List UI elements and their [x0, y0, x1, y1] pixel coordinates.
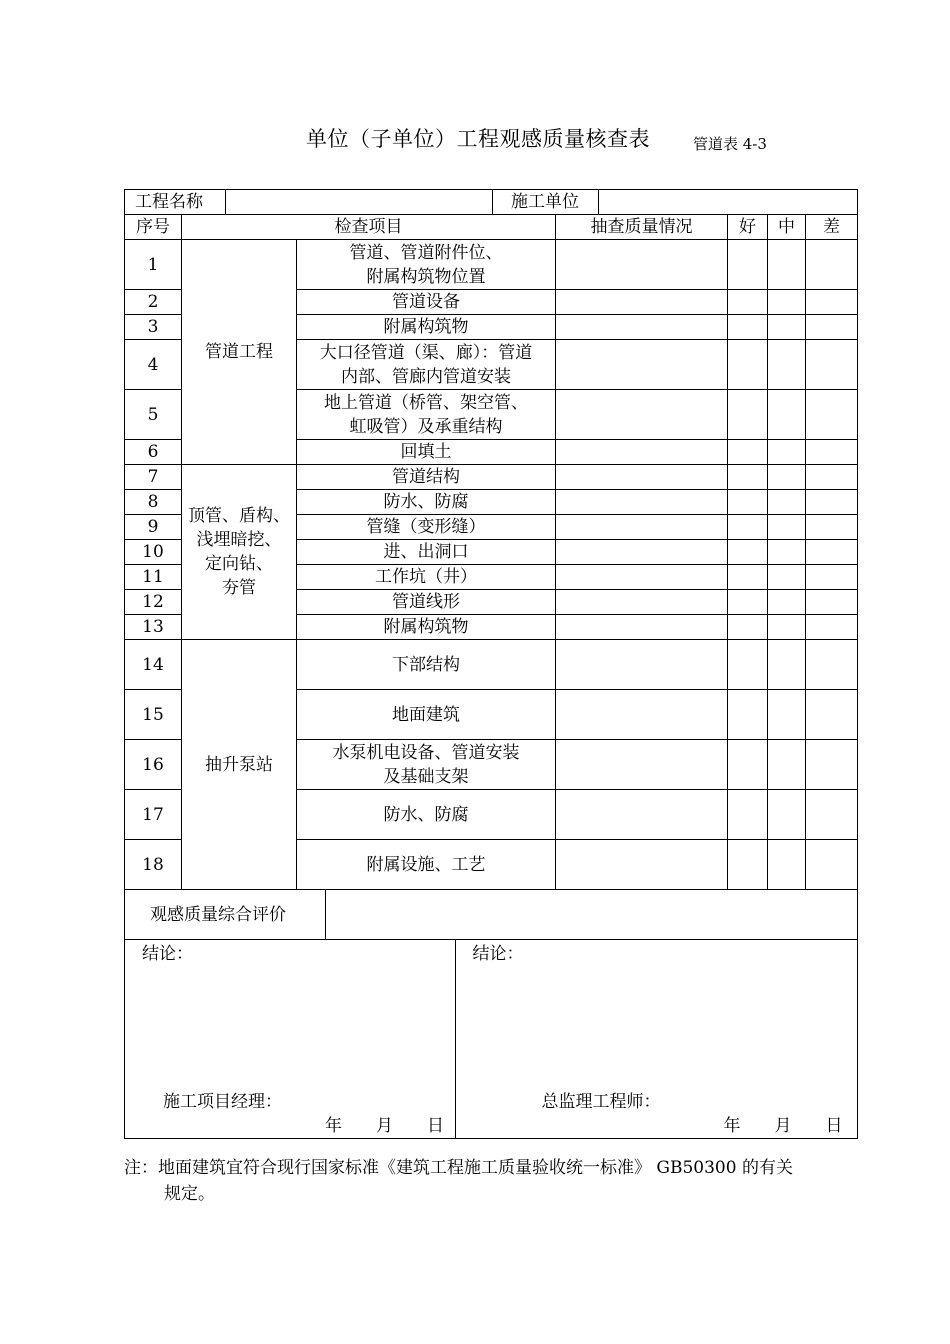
evaluation-field[interactable]	[325, 890, 857, 939]
row-number: 10	[125, 540, 182, 565]
evaluation-row	[125, 890, 858, 940]
row-number: 11	[125, 565, 182, 590]
chief-supervisor-label: 总监理工程师：	[541, 1092, 661, 1112]
quality-cell[interactable]	[556, 565, 728, 590]
good-cell[interactable]	[728, 315, 768, 340]
poor-cell[interactable]	[806, 540, 858, 565]
good-cell[interactable]	[728, 440, 768, 465]
inspection-table	[124, 189, 858, 1139]
date-line: 年 月 日	[325, 1116, 444, 1136]
good-cell[interactable]	[728, 390, 768, 440]
conclusion-row	[125, 940, 858, 1139]
medium-cell[interactable]	[768, 840, 806, 890]
poor-cell[interactable]	[806, 440, 858, 465]
table-row	[125, 240, 858, 290]
footnote	[124, 1155, 859, 1207]
quality-cell[interactable]	[556, 490, 728, 515]
row-item: 大口径管道（渠、廊）：管道 内部、管廊内管道安装	[297, 340, 556, 390]
footnote-line-2: 规定。	[164, 1184, 215, 1204]
row-number: 7	[125, 465, 182, 490]
row-number: 17	[125, 790, 182, 840]
good-cell[interactable]	[728, 590, 768, 615]
good-cell[interactable]	[728, 740, 768, 790]
good-cell[interactable]	[728, 540, 768, 565]
poor-cell[interactable]	[806, 790, 858, 840]
row-item: 管道结构	[297, 465, 556, 490]
medium-cell[interactable]	[768, 390, 806, 440]
project-name-label: 工程名称	[125, 190, 225, 214]
quality-cell[interactable]	[556, 290, 728, 315]
good-cell[interactable]	[728, 490, 768, 515]
row-item: 回填土	[297, 440, 556, 465]
row-number: 18	[125, 840, 182, 890]
medium-cell[interactable]	[768, 490, 806, 515]
poor-cell[interactable]	[806, 465, 858, 490]
row-number: 6	[125, 440, 182, 465]
medium-cell[interactable]	[768, 440, 806, 465]
col-item-header: 检查项目	[182, 215, 556, 240]
row-number: 4	[125, 340, 182, 390]
col-poor-header: 差	[806, 215, 858, 240]
medium-cell[interactable]	[768, 640, 806, 690]
medium-cell[interactable]	[768, 740, 806, 790]
project-header-row	[125, 190, 858, 215]
row-item: 附属构筑物	[297, 315, 556, 340]
medium-cell[interactable]	[768, 465, 806, 490]
row-item: 进、出洞口	[297, 540, 556, 565]
col-medium-header: 中	[768, 215, 806, 240]
evaluation-label: 观感质量综合评价	[125, 890, 325, 939]
quality-cell[interactable]	[556, 315, 728, 340]
row-item: 附属构筑物	[297, 615, 556, 640]
page-title: 单位（子单位）工程观感质量核查表	[306, 127, 650, 151]
contractor-conclusion[interactable]	[125, 940, 455, 1138]
quality-cell[interactable]	[556, 840, 728, 890]
medium-cell[interactable]	[768, 540, 806, 565]
conclusion-label: 结论：	[142, 944, 193, 964]
construction-unit-label: 施工单位	[492, 190, 598, 214]
row-item: 工作坑（井）	[297, 565, 556, 590]
row-number: 14	[125, 640, 182, 690]
quality-cell[interactable]	[556, 640, 728, 690]
group-label-jacking: 顶管、盾构、 浅埋暗挖、 定向钻、 夯管	[182, 465, 297, 640]
poor-cell[interactable]	[806, 315, 858, 340]
medium-cell[interactable]	[768, 240, 806, 290]
poor-cell[interactable]	[806, 590, 858, 615]
supervisor-conclusion[interactable]	[455, 940, 857, 1138]
quality-cell[interactable]	[556, 240, 728, 290]
row-number: 1	[125, 240, 182, 290]
poor-cell[interactable]	[806, 565, 858, 590]
column-header-row	[125, 215, 858, 240]
row-number: 8	[125, 490, 182, 515]
group-label-pipeline: 管道工程	[182, 240, 297, 465]
good-cell[interactable]	[728, 290, 768, 315]
poor-cell[interactable]	[806, 490, 858, 515]
good-cell[interactable]	[728, 640, 768, 690]
project-name-field[interactable]	[225, 190, 492, 214]
poor-cell[interactable]	[806, 390, 858, 440]
project-manager-label: 施工项目经理：	[163, 1092, 282, 1112]
poor-cell[interactable]	[806, 515, 858, 540]
quality-cell[interactable]	[556, 390, 728, 440]
quality-cell[interactable]	[556, 690, 728, 740]
good-cell[interactable]	[728, 240, 768, 290]
quality-cell[interactable]	[556, 615, 728, 640]
quality-cell[interactable]	[556, 515, 728, 540]
good-cell[interactable]	[728, 515, 768, 540]
quality-cell[interactable]	[556, 340, 728, 390]
poor-cell[interactable]	[806, 340, 858, 390]
construction-unit-field[interactable]	[598, 190, 857, 214]
medium-cell[interactable]	[768, 790, 806, 840]
medium-cell[interactable]	[768, 615, 806, 640]
good-cell[interactable]	[728, 615, 768, 640]
medium-cell[interactable]	[768, 690, 806, 740]
row-item: 管道线形	[297, 590, 556, 615]
medium-cell[interactable]	[768, 315, 806, 340]
poor-cell[interactable]	[806, 615, 858, 640]
poor-cell[interactable]	[806, 290, 858, 315]
medium-cell[interactable]	[768, 515, 806, 540]
good-cell[interactable]	[728, 465, 768, 490]
group-label-pump: 抽升泵站	[182, 640, 297, 890]
form-code: 管道表 4-3	[693, 135, 767, 153]
quality-cell[interactable]	[556, 440, 728, 465]
row-number: 12	[125, 590, 182, 615]
table-row	[125, 640, 858, 690]
footnote-line-1: 注：地面建筑宜符合现行国家标准《建筑工程施工质量验收统一标准》 GB50300 的有关	[124, 1158, 793, 1178]
row-item: 管道、管道附件位、 附属构筑物位置	[297, 240, 556, 290]
good-cell[interactable]	[728, 690, 768, 740]
row-item: 地上管道（桥管、架空管、 虹吸管）及承重结构	[297, 390, 556, 440]
row-number: 16	[125, 740, 182, 790]
row-number: 15	[125, 690, 182, 740]
row-number: 9	[125, 515, 182, 540]
poor-cell[interactable]	[806, 840, 858, 890]
row-item: 地面建筑	[297, 690, 556, 740]
quality-cell[interactable]	[556, 740, 728, 790]
good-cell[interactable]	[728, 565, 768, 590]
table-row	[125, 465, 858, 490]
row-item: 下部结构	[297, 640, 556, 690]
row-item: 防水、防腐	[297, 790, 556, 840]
quality-cell[interactable]	[556, 540, 728, 565]
quality-cell[interactable]	[556, 465, 728, 490]
medium-cell[interactable]	[768, 290, 806, 315]
quality-cell[interactable]	[556, 590, 728, 615]
poor-cell[interactable]	[806, 690, 858, 740]
row-item: 管缝（变形缝）	[297, 515, 556, 540]
medium-cell[interactable]	[768, 590, 806, 615]
good-cell[interactable]	[728, 340, 768, 390]
row-number: 3	[125, 315, 182, 340]
row-item: 附属设施、工艺	[297, 840, 556, 890]
row-item: 防水、防腐	[297, 490, 556, 515]
medium-cell[interactable]	[768, 340, 806, 390]
medium-cell[interactable]	[768, 565, 806, 590]
col-seq-header: 序号	[125, 215, 182, 240]
poor-cell[interactable]	[806, 240, 858, 290]
poor-cell[interactable]	[806, 740, 858, 790]
poor-cell[interactable]	[806, 640, 858, 690]
date-line: 年 月 日	[723, 1116, 843, 1136]
good-cell[interactable]	[728, 790, 768, 840]
row-number: 2	[125, 290, 182, 315]
row-number: 5	[125, 390, 182, 440]
col-quality-header: 抽查质量情况	[556, 215, 728, 240]
row-number: 13	[125, 615, 182, 640]
good-cell[interactable]	[728, 840, 768, 890]
row-item: 管道设备	[297, 290, 556, 315]
col-good-header: 好	[728, 215, 768, 240]
quality-cell[interactable]	[556, 790, 728, 840]
conclusion-label: 结论：	[472, 944, 524, 964]
row-item: 水泵机电设备、管道安装 及基础支架	[297, 740, 556, 790]
